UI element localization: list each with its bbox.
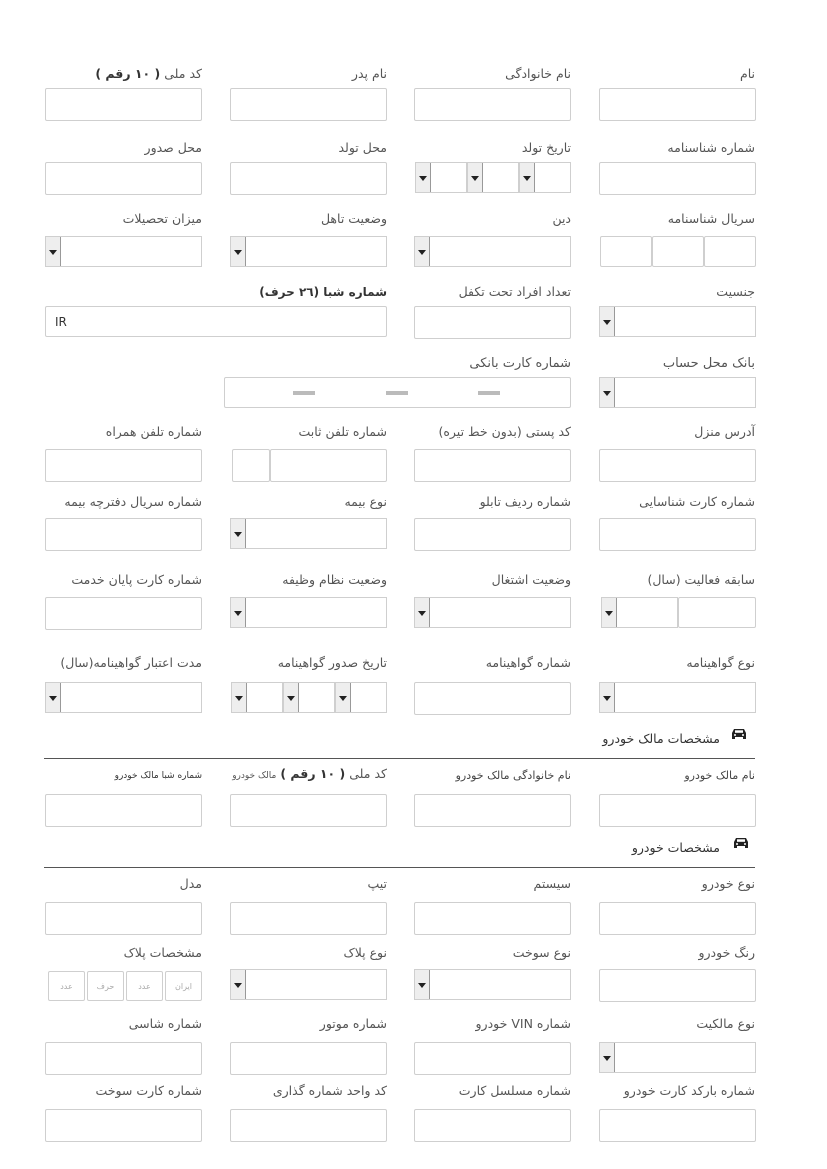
id-number-input[interactable]	[599, 162, 756, 195]
ownership-type-select[interactable]	[599, 1042, 756, 1073]
birth-date-label: تاریخ تولد	[521, 140, 571, 155]
chevron-down-icon	[231, 598, 246, 627]
owner-name-input[interactable]	[599, 794, 756, 827]
id-serial-label: سریال شناسنامه	[667, 211, 755, 226]
license-validity-select[interactable]	[45, 682, 202, 713]
insurance-type-select[interactable]	[230, 518, 387, 549]
chevron-down-icon	[231, 237, 246, 266]
fuel-type-select[interactable]	[414, 969, 571, 1000]
birth-place-label: محل تولد	[338, 140, 387, 155]
birth-month-select[interactable]	[467, 162, 519, 193]
id-serial-part-2[interactable]	[652, 236, 704, 267]
license-issue-date-label: تاریخ صدور گواهینامه	[277, 655, 387, 670]
first-name-label: نام	[739, 66, 755, 81]
owner-national-code-label	[232, 766, 387, 784]
sheba-input[interactable]	[45, 306, 387, 337]
id-serial-part-3[interactable]	[600, 236, 652, 267]
chevron-down-icon	[336, 683, 351, 712]
education-label: میزان تحصیلات	[122, 211, 202, 226]
marital-status-select[interactable]	[230, 236, 387, 267]
card-number-label: شماره کارت بانکی	[469, 356, 571, 371]
mobile-label: شماره تلفن همراه	[105, 424, 202, 439]
chevron-down-icon	[415, 598, 430, 627]
barcode-label: شماره بارکد کارت خودرو	[623, 1083, 755, 1098]
gender-select[interactable]	[599, 306, 756, 337]
chevron-down-icon	[232, 683, 247, 712]
dependents-input[interactable]	[414, 306, 571, 339]
experience-label: سابقه فعالیت (سال)	[647, 572, 755, 587]
service-card-input[interactable]	[45, 597, 202, 630]
national-code-hint: ( ۱۰ رقم )	[95, 66, 161, 81]
license-issue-year-select[interactable]	[231, 682, 283, 713]
insurance-type-label: نوع بیمه	[344, 494, 387, 509]
chevron-down-icon	[600, 683, 615, 712]
chevron-down-icon	[416, 163, 431, 192]
license-issue-month-select[interactable]	[283, 682, 335, 713]
license-number-label: شماره گواهینامه	[485, 655, 571, 670]
tablo-row-input[interactable]	[414, 518, 571, 551]
chevron-down-icon	[46, 237, 61, 266]
barcode-input[interactable]	[599, 1109, 756, 1142]
model-label: مدل	[179, 876, 202, 891]
vehicle-type-input[interactable]	[599, 902, 756, 935]
experience-select[interactable]	[601, 597, 678, 628]
model-input[interactable]	[45, 902, 202, 935]
separator-dash	[478, 391, 500, 395]
separator-dash	[293, 391, 315, 395]
bank-branch-select[interactable]	[599, 377, 756, 408]
numbering-unit-input[interactable]	[230, 1109, 387, 1142]
ownership-type-label: نوع مالکیت	[696, 1016, 755, 1031]
landline-number-input[interactable]	[270, 449, 387, 482]
color-input[interactable]	[599, 969, 756, 1002]
national-code-label	[95, 66, 202, 82]
plate-iran-input[interactable]: ایران	[165, 971, 202, 1001]
religion-label: دین	[552, 211, 571, 226]
gender-label: جنسیت	[716, 284, 755, 299]
fuel-card-label: شماره کارت سوخت	[95, 1083, 202, 1098]
first-name-input[interactable]	[599, 88, 756, 121]
vehicle-section-divider	[44, 867, 755, 868]
license-type-select[interactable]	[599, 682, 756, 713]
service-card-label: شماره کارت پایان خدمت	[71, 572, 202, 587]
chevron-down-icon	[46, 683, 61, 712]
license-validity-label: مدت اعتبار گواهینامه(سال)	[60, 655, 202, 670]
owner-section-divider	[44, 758, 755, 759]
national-code-text: کد ملی	[164, 66, 202, 81]
car-icon	[731, 728, 747, 740]
plate-number-input-2[interactable]: عدد	[48, 971, 85, 1001]
chevron-down-icon	[415, 237, 430, 266]
issue-place-label: محل صدور	[144, 140, 202, 155]
id-serial-part-1[interactable]	[704, 236, 756, 267]
birth-place-input[interactable]	[230, 162, 387, 195]
chevron-down-icon	[468, 163, 483, 192]
chevron-down-icon	[231, 970, 246, 999]
owner-family-label: نام خانوادگی مالک خودرو	[455, 769, 571, 782]
chevron-down-icon	[600, 307, 615, 336]
employment-select[interactable]	[414, 597, 571, 628]
license-type-label: نوع گواهینامه	[686, 655, 755, 670]
last-name-input[interactable]	[414, 88, 571, 121]
father-name-input[interactable]	[230, 88, 387, 121]
system-label: سیستم	[533, 876, 571, 891]
marital-status-label: وضعیت تاهل	[320, 211, 387, 226]
id-number-label: شماره شناسنامه	[667, 140, 755, 155]
experience-input[interactable]	[678, 597, 756, 628]
id-card-number-input[interactable]	[599, 518, 756, 551]
engine-label: شماره موتور	[319, 1016, 387, 1031]
fuel-card-input[interactable]	[45, 1109, 202, 1142]
plate-number-input[interactable]: عدد	[126, 971, 163, 1001]
card-number-input[interactable]	[224, 377, 571, 408]
plate-type-select[interactable]	[230, 969, 387, 1000]
color-label: رنگ خودرو	[698, 945, 755, 960]
chevron-down-icon	[600, 1043, 615, 1072]
education-select[interactable]	[45, 236, 202, 267]
bank-branch-label: بانک محل حساب	[662, 356, 755, 371]
religion-select[interactable]	[414, 236, 571, 267]
landline-area-code-input[interactable]	[232, 449, 270, 482]
chevron-down-icon	[284, 683, 299, 712]
address-input[interactable]	[599, 449, 756, 482]
owner-sheba-input[interactable]	[45, 794, 202, 827]
postal-code-input[interactable]	[414, 449, 571, 482]
plate-letter-input[interactable]: حرف	[87, 971, 124, 1001]
chevron-down-icon	[602, 598, 617, 627]
owner-name-label: نام مالک خودرو	[684, 769, 755, 782]
owner-code-hint: ( ۱۰ رقم )	[280, 766, 346, 781]
dependents-label: تعداد افراد تحت تکفل	[458, 284, 571, 299]
tablo-row-label: شماره ردیف تابلو	[479, 494, 571, 509]
plate-type-label: نوع پلاک	[343, 945, 387, 960]
sheba-label: شماره شبا (۲٦ حرف)	[259, 285, 387, 299]
issue-place-input[interactable]	[45, 162, 202, 195]
tip-label: تیپ	[367, 876, 387, 891]
postal-code-label: کد پستی (بدون خط تیره)	[438, 424, 571, 439]
vin-label: شماره VIN خودرو	[475, 1016, 571, 1031]
landline-label: شماره تلفن ثابت	[298, 424, 387, 439]
address-label: آدرس منزل	[694, 424, 755, 439]
vin-input[interactable]	[414, 1042, 571, 1075]
owner-section-title: مشخصات مالک خودرو	[602, 731, 720, 746]
fuel-type-label: نوع سوخت	[512, 945, 571, 960]
id-card-number-label: شماره کارت شناسایی	[639, 494, 755, 509]
tip-input[interactable]	[230, 902, 387, 935]
sheba-prefix: IR	[55, 315, 67, 329]
system-input[interactable]	[414, 902, 571, 935]
birth-year-select[interactable]	[415, 162, 467, 193]
chevron-down-icon	[520, 163, 535, 192]
military-select[interactable]	[230, 597, 387, 628]
separator-dash	[386, 391, 408, 395]
birth-day-select[interactable]	[519, 162, 571, 193]
owner-sheba-label: شماره شبا مالک خودرو	[114, 771, 202, 781]
plate-spec-label: مشخصات پلاک	[123, 945, 202, 960]
license-number-input[interactable]	[414, 682, 571, 715]
owner-code-suffix: مالک خودرو	[232, 771, 277, 781]
chassis-input[interactable]	[45, 1042, 202, 1075]
card-serial-input[interactable]	[414, 1109, 571, 1142]
owner-code-text: کد ملی	[349, 766, 387, 781]
last-name-label: نام خانوادگی	[505, 66, 571, 81]
card-serial-label: شماره مسلسل کارت	[458, 1083, 571, 1098]
mobile-input[interactable]	[45, 449, 202, 482]
car-icon	[733, 837, 749, 849]
military-label: وضعیت نظام وظیفه	[282, 572, 387, 587]
employment-label: وضعیت اشتغال	[491, 572, 571, 587]
numbering-unit-label: کد واحد شماره گذاری	[272, 1083, 387, 1098]
vehicle-section-title: مشخصات خودرو	[631, 840, 720, 855]
chevron-down-icon	[600, 378, 615, 407]
owner-national-code-input[interactable]	[230, 794, 387, 827]
engine-input[interactable]	[230, 1042, 387, 1075]
license-issue-day-select[interactable]	[335, 682, 387, 713]
chassis-label: شماره شاسی	[128, 1016, 202, 1031]
chevron-down-icon	[231, 519, 246, 548]
vehicle-type-label: نوع خودرو	[701, 876, 755, 891]
insurance-serial-input[interactable]	[45, 518, 202, 551]
insurance-serial-label: شماره سریال دفترچه بیمه	[64, 494, 202, 509]
national-code-input[interactable]	[45, 88, 202, 121]
owner-family-input[interactable]	[414, 794, 571, 827]
chevron-down-icon	[415, 970, 430, 999]
father-name-label: نام پدر	[351, 66, 387, 81]
